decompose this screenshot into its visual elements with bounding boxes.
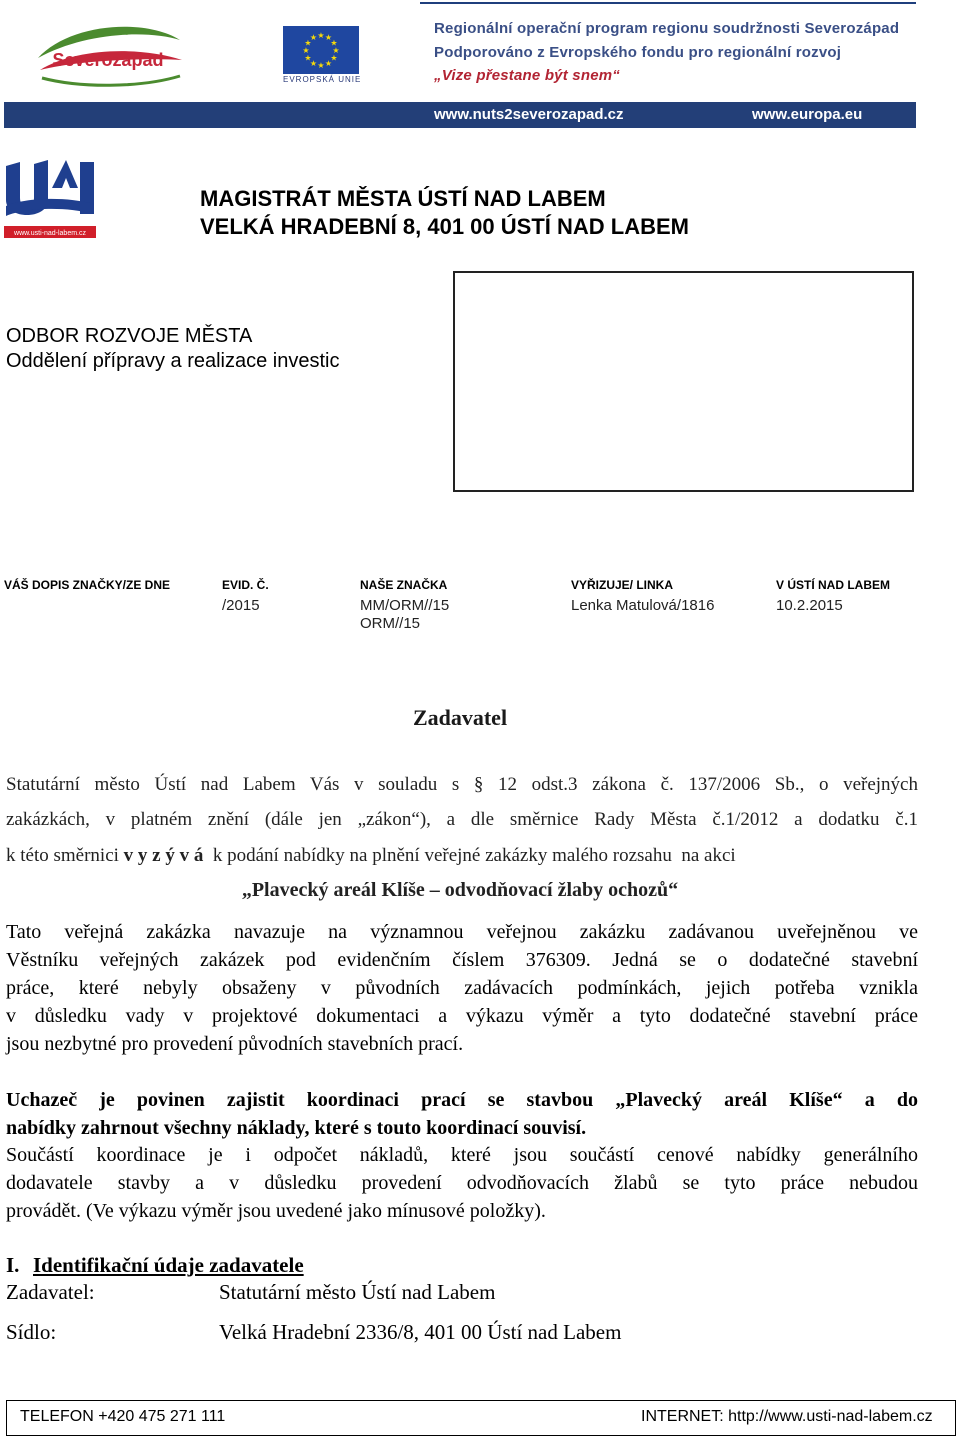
eu-star-icon: ★ [330,53,338,63]
intro-line-1: Statutární město Ústí nad Labem Vás v souladu s § 12 odst.3 zákona č. 137/2006 Sb., o veřejných [6,774,918,795]
p2-bold-line-1: Uchazeč je povinen zajistit koordinaci prací se stavbou „Plavecký areál Klíše“ a do [6,1089,918,1111]
p2-line-3: provádět. (Ve výkazu výměr jsou uvedené jako mínusové položky). [6,1200,546,1222]
ref-label-your-letter: VÁŠ DOPIS ZNAČKY/ZE DNE [4,578,171,592]
ref-label-handled-by: VYŘIZUJE/ LINKA [571,578,674,592]
eu-caption: EVROPSKÁ UNIE [283,75,362,84]
logo-url: www.usti-nad-labem.cz [14,230,86,237]
severozapad-logo [30,18,190,98]
project-title: „Plavecký areál Klíše – odvodňovací žlaby ochozů“ [241,879,679,901]
footer-phone: TELEFON +420 475 271 111 [20,1408,226,1425]
banner-fund-line: Podporováno z Evropského fondu pro regionální rozvoj [434,44,842,61]
ref-our-ref-value-2: ORM//15 [360,615,421,632]
intro-line-3 [6,842,918,870]
eu-star-icon: ★ [324,33,333,43]
ref-our-ref-value: MM/ORM//15 [360,597,450,614]
p1-line-5: jsou nezbytné pro provedení původních stavebních prací. [6,1033,464,1055]
link-europa[interactable]: www.europa.eu [752,106,863,123]
field-value-zadavatel: Statutární město Ústí nad Labem [219,1280,496,1304]
ref-evid-value: /2015 [222,597,260,614]
banner-program-line: Regionální operační program regionu soudržnosti Severozápad [434,20,900,37]
eu-star-icon: ★ [309,33,318,43]
banner-slogan: „Vize přestane být snem“ [434,67,620,84]
eu-star-icon: ★ [309,58,318,68]
p2-bold-line-2: nabídky zahrnout všechny náklady, které s touto koordinací souvisí. [6,1117,587,1139]
eu-star-icon: ★ [324,58,333,68]
ref-handled-by-value: Lenka Matulová/1816 [571,597,715,614]
footer-internet[interactable]: INTERNET: http://www.usti-nad-labem.cz [641,1408,933,1425]
eu-star-icon: ★ [317,61,325,70]
document-title: Zadavatel [412,705,508,730]
eu-flag-icon [283,26,359,74]
p1-line-2: Věstníku veřejných zakázek pod evidenčním číslem 376309. Jedná se o dodatečné stavební [6,949,918,971]
eu-star-icon: ★ [304,38,312,48]
banner-top-rule [420,2,916,4]
p2-line-1: Součástí koordinace je i odpočet nákladů, které jsou součástí cenové nabídky generálního [6,1144,918,1166]
intro-line-3-invite: v y z ý v á [123,845,204,866]
intro-line-2: zakázkách, v platném znění (dále jen „zákon“), a dle směrnice Rady Města č.1/2012 a dodatku č.1 [6,809,918,830]
p2-line-2: dodavatele stavby a v důsledku provedení odvodňovacích žlabů se tyto práce nebudou [6,1172,918,1194]
field-label-zadavatel: Zadavatel: [6,1280,95,1304]
field-value-sidlo: Velká Hradební 2336/8, 401 00 Ústí nad Labem [219,1320,622,1344]
eu-star-icon: ★ [304,53,312,63]
ref-label-our-ref: NAŠE ZNAČKA [360,578,448,592]
eu-star-icon: ★ [302,46,310,55]
office-name: MAGISTRÁT MĚSTA ÚSTÍ NAD LABEM [200,186,606,211]
section-heading: Identifikační údaje zadavatele [33,1253,304,1277]
intro-line-3-pre: k této směrnici [6,845,124,866]
section-number: I. [6,1253,20,1277]
eu-star-icon: ★ [332,46,340,55]
p1-line-4: v důsledku vady v projektové dokumentaci a výkazu výměr a tyto dodatečné stavební práce [6,1005,918,1027]
ref-label-evid: EVID. Č. [222,578,269,592]
logo-brand-text: Severozápad [52,50,164,70]
intro-line-3-post: k podání nabídky na plnění veřejné zakázky malého rozsahu na akci [203,845,736,866]
department-unit: Oddělení přípravy a realizace investic [6,350,340,372]
field-label-sidlo: Sídlo: [6,1320,57,1344]
department-name: ODBOR ROZVOJE MĚSTA [6,325,253,347]
p1-line-1: Tato veřejná zakázka navazuje na významnou veřejnou zakázku zadávanou uveřejněnou ve [6,921,918,943]
office-address: VELKÁ HRADEBNÍ 8, 401 00 ÚSTÍ NAD LABEM [200,214,689,239]
usti-city-logo [4,158,96,240]
p1-line-3: práce, které nebyly obsaženy v původních zadávacích podmínkách, jejich potřeba vznikla [6,977,918,999]
ref-label-place-date: V ÚSTÍ NAD LABEM [776,578,890,592]
eu-star-icon: ★ [317,31,325,40]
address-window-box [453,271,914,492]
eu-star-icon: ★ [330,38,338,48]
ref-date-value: 10.2.2015 [776,597,843,614]
logo-underline [42,76,180,85]
link-nuts2severozapad[interactable]: www.nuts2severozapad.cz [434,106,624,123]
